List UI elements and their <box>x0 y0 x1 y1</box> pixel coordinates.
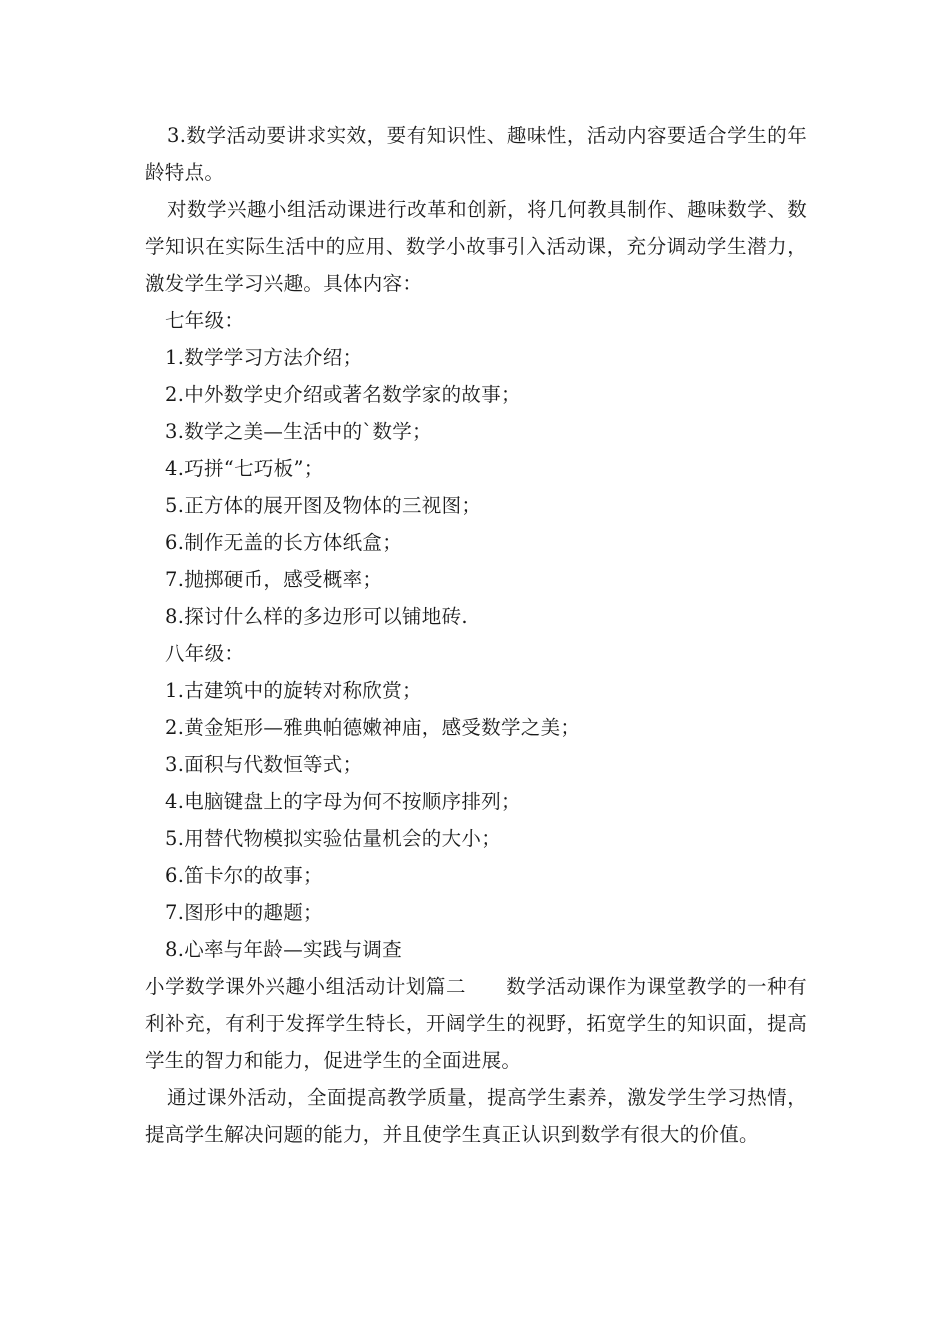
grade8-item: 6.笛卡尔的故事； <box>165 864 323 887</box>
grade8-item: 3.面积与代数恒等式； <box>165 753 363 776</box>
grade8-heading: 八年级： <box>165 642 245 665</box>
grade8-item: 1.古建筑中的旋转对称欣赏； <box>165 679 422 702</box>
section2-title: 小学数学课外兴趣小组活动计划篇二 <box>145 975 467 998</box>
grade8-item: 5.用替代物模拟实验估量机会的大小； <box>165 827 502 850</box>
grade7-item: 1.数学学习方法介绍； <box>165 346 363 369</box>
section2-paragraph-1 <box>145 968 807 1079</box>
grade7-item: 4.巧拼“七巧板”； <box>165 457 324 480</box>
grade7-item: 2.中外数学史介绍或著名数学家的故事； <box>165 383 521 406</box>
intro-paragraph-1: 3.数学活动要讲求实效，要有知识性、趣味性，活动内容要适合学生的年龄特点。 <box>145 124 807 184</box>
grade7-heading: 七年级： <box>165 309 245 332</box>
grade7-item: 6.制作无盖的长方体纸盒； <box>165 531 403 554</box>
grade8-item: 7.图形中的趣题； <box>165 901 323 924</box>
document-body <box>145 117 807 1153</box>
intro-paragraph-2: 对数学兴趣小组活动课进行改革和创新，将几何教具制作、趣味数学、数学知识在实际生活中的应用、数学小故事引入活动课，充分调动学生潜力，激发学生学习兴趣。具体内容： <box>145 198 807 295</box>
grade8-item: 8.心率与年龄—实践与调查 <box>165 938 403 961</box>
grade7-item: 5.正方体的展开图及物体的三视图； <box>165 494 482 517</box>
grade7-item: 7.抛掷硬币，感受概率； <box>165 568 383 591</box>
grade7-item: 3.数学之美—生活中的`数学； <box>165 420 432 443</box>
section2-paragraph-2: 通过课外活动，全面提高教学质量，提高学生素养，激发学生学习热情，提高学生解决问题的能力，并且使学生真正认识到数学有很大的价值。 <box>145 1086 807 1146</box>
grade8-item: 2.黄金矩形—雅典帕德嫩神庙，感受数学之美； <box>165 716 581 739</box>
section2-text: 数学活动课作为课堂教学的一种有利补充，有利于发挥学生特长，开阔学生的视野，拓宽学生的知识面，提高学生的智力和能力，促进学生的全面进展。 <box>145 975 807 1072</box>
grade8-item: 4.电脑键盘上的字母为何不按顺序排列； <box>165 790 521 813</box>
grade7-item: 8.探讨什么样的多边形可以铺地砖. <box>165 605 468 628</box>
